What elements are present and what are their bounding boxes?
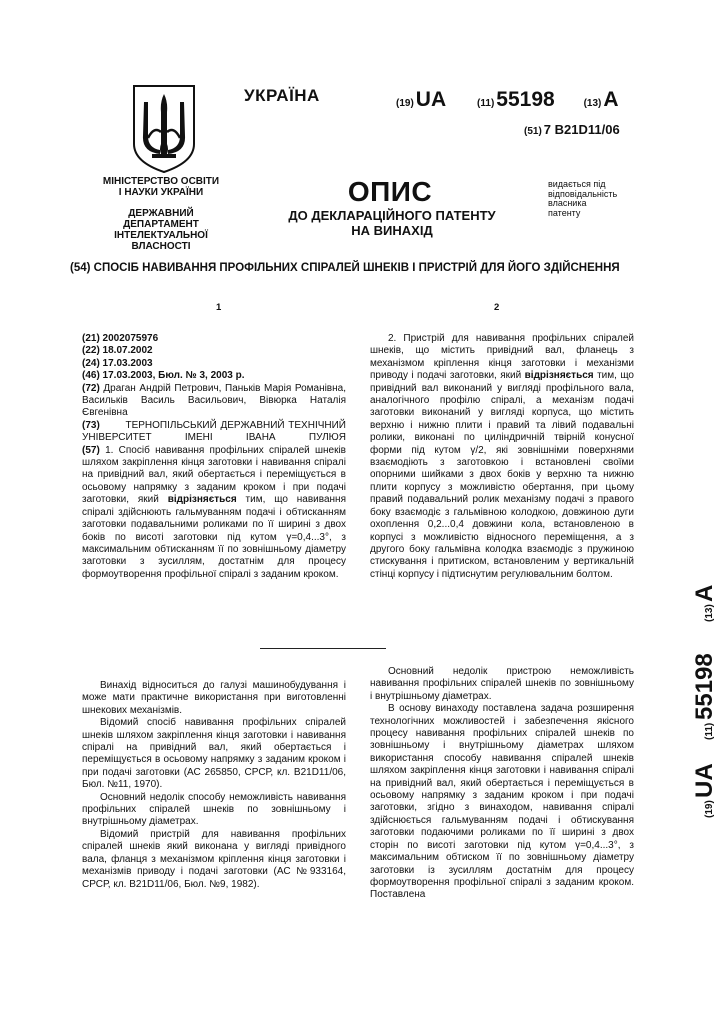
side-country-code: UA: [691, 763, 718, 798]
claim-2-text: [370, 333, 634, 581]
code-11: (11): [477, 98, 495, 109]
claim-1-part-a: 1. Спосіб навивання профільних спіралей шнеків шляхом закріплення кінця заготовки і навивання спіралі на привідний вал, який обертається і переміщується в осьовому напрямку з заданим кроком і при подачі заготовки, який: [82, 444, 346, 506]
ministry-line-2: І НАУКИ УКРАЇНИ: [118, 187, 204, 198]
side-patent-number: 55198: [691, 653, 718, 720]
country-name: УКРАЇНА: [244, 86, 320, 105]
issued-note-line-1: видається під: [548, 179, 606, 189]
department-line-2: ІНТЕЛЕКТУАЛЬНОЇ: [114, 230, 208, 241]
description-paragraph: Відомий спосіб навивання профільних спіралей шнеків шляхом закріплення кінця заготовки і навивання спіралі на привідний вал, який обертається і переміщується в осьовому напрямку з заданим кроком і при подачі заготовки (АС 265850, СРСР, кл. B21D11/06, Бюл. №11, 1970).: [82, 717, 346, 791]
document-title: ОПИС: [347, 176, 433, 207]
field-72-label: (72): [82, 382, 100, 394]
field-46: (46) 17.03.2003, Бюл. № 3, 2003 р.: [82, 370, 245, 382]
issued-note: [548, 180, 648, 218]
field-21: (21) 2002075976: [82, 333, 159, 344]
subtitle-line-2: НА ВИНАХІД: [351, 223, 433, 238]
claim-1-keyword: відрізняється: [167, 494, 237, 506]
ipc-classification: [524, 122, 620, 137]
subtitle-line-1: ДО ДЕКЛАРАЦІЙНОГО ПАТЕНТУ: [288, 208, 496, 223]
department-name: [96, 208, 226, 252]
claim-2-keyword: відрізняється: [524, 370, 594, 382]
field-57-label: (57): [82, 444, 100, 456]
claim-1-part-b: тим, що навивання спіралі здійснюють гальмуванням подачі і обтисканням заготовки подавальними роликами по її ширині з двох боків по висоті заготовки під кутом γ=0,4...3°, з максимальним обтисканням її по зовнішньому діаметру заготовки з зусиллям, достатнім для процесу формоутворення профільної спіралі з заданим кроком.: [82, 494, 346, 580]
field-24: (24) 17.03.2003: [82, 357, 153, 369]
kind-code: A: [603, 88, 619, 111]
column-number-1: 1: [216, 302, 222, 313]
field-73-label: (73): [82, 419, 100, 431]
owner: ТЕРНОПІЛЬСЬКИЙ ДЕРЖАВНИЙ ТЕХНІЧНИЙ УНІВЕРСИТЕТ ІМЕНІ ІВАНА ПУЛЮЯ: [82, 419, 346, 444]
ministry-name: [96, 176, 226, 198]
invention-title: (54) СПОСІБ НАВИВАННЯ ПРОФІЛЬНИХ СПІРАЛЕЙ ШНЕКІВ І ПРИСТРІЙ ДЛЯ ЙОГО ЗДІЙСНЕННЯ: [70, 262, 620, 274]
description-paragraph: Винахід відноситься до галузі машинобудування і може мати практичне використання при виготовленні шнекових механізмів.: [82, 680, 346, 716]
description-left: [82, 680, 346, 891]
side-kind-code: A: [691, 584, 718, 602]
description-paragraph: Основний недолік способу неможливість навивання профільних спіралей шнеків по зовнішньому і внутрішньому діаметрах.: [82, 791, 346, 828]
section-divider: [260, 648, 386, 649]
side-code-19: (19): [704, 800, 715, 818]
description-paragraph: Відомий пристрій для навивання профільних спіралей шнеків який виконана у вигляді привідного вала, фланця з механізмом кріплення кінця заготовки і механізмів приводу і подачі заготовки (АС №933164, СРСР, кл. B21D11/06, Бюл. №9, 1982).: [82, 828, 346, 890]
code-13: (13): [583, 98, 602, 109]
issued-note-line-2: відповідальність: [548, 188, 618, 199]
description-paragraph: В основу винаходу поставлена задача розширення технологічних можливостей і забезпечення якісного процесу навивання профільних спіралей шнеків по зовнішньому і внутрішньому діаметрах шляхом використання способу навивання спіралей шнеків шляхом закріплення кінця заготовки і навивання спіралі на привідний вал, який обертається і переміщується в осьовому напрямку з заданим кроком і при подачі заготовки, згідно з винаходом, навивання спіралі здійснюється гальмуванням подачі і обтискування заготовки подаючими роликами по її ширині з двох сторін по висоті заготовки під кутом γ=0,4...3°, з максимальним обтиском її по зовнішньому діаметру заготовки із зусиллям достатнім для процесу формоутворення профільної спіралі з заданим кроком. Поставлена: [370, 703, 634, 901]
patent-number: 55198: [496, 88, 555, 111]
field-57: [82, 445, 346, 581]
bibliographic-section: [82, 333, 346, 581]
column-number-2: 2: [494, 302, 500, 313]
issued-note-line-4: патенту: [548, 207, 581, 218]
vertical-patent-label: [632, 560, 724, 820]
field-22: (22) 18.07.2002: [82, 345, 153, 357]
inventors: Драган Андрій Петрович, Паньків Марія Романівна, Васильків Василь Васильович, Вівюрка Наталія Євгенівна: [82, 382, 346, 419]
claim-2: [370, 333, 634, 581]
ipc-code: 7 B21D11/06: [543, 122, 620, 137]
department-line-3: ВЛАСНОСТІ: [131, 241, 191, 252]
field-72: [82, 383, 346, 420]
description-paragraph: Основний недолік пристрою неможливість навивання профільних спіралей шнеків по зовнішньому і внутрішньому діаметрах.: [370, 666, 634, 702]
side-code-13: (13): [704, 604, 715, 622]
code-19: (19): [396, 98, 414, 109]
department-line-1: ДЕРЖАВНИЙ ДЕПАРТАМЕНТ: [123, 208, 199, 230]
side-code-11: (11): [704, 722, 715, 740]
description-right: [370, 666, 634, 902]
ministry-line-1: МІНІСТЕРСТВО ОСВІТИ: [102, 176, 220, 187]
claim-2-part-a: 2. Пристрій для навивання профільних спіралей шнеків, що містить привідний вал, фланець з механізмом кріплення кінця заготовки і механізми приводу і подачі заготовки, який: [370, 333, 634, 382]
code-51: (51): [524, 126, 542, 137]
document-subtitle: [270, 208, 514, 238]
trident-emblem-icon: [130, 82, 198, 174]
claim-2-part-b: тим, що привідний вал виконаний у вигляді профільного вала, аналогічного профілю спіралі, а механізм подачі заготовки виконаний у вигляді корпуса, що містить верхню і нижню плити і правий та лівий подавальні ролики, виконані по циліндричній твірній конусної форми під кутом γ/2, які зовнішніми поверхнями взаємодіють з заготовкою і встановлені своїми опорними шийками з двох боків у верхню та нижню плити корпусу з можливістю обертання, при цьому правий подавальний ролик механізму подачі з правого боку взаємодіє з гальмівною колодкою, довжиною дуги охоплення 0,2...0,4 довжини кола, встановленою в корпусі з можливістю відносного переміщення, а з другого боку гальмівна колодка взаємодіє з пружиною стискування і притиском, встановленим у вертикальній стінці корпусу і підтиснутим регулювальним болтом.: [370, 370, 634, 580]
country-code: UA: [415, 88, 447, 111]
patent-identifier: [396, 88, 696, 112]
issued-note-line-3: власника: [548, 198, 587, 208]
field-73: [82, 420, 346, 445]
